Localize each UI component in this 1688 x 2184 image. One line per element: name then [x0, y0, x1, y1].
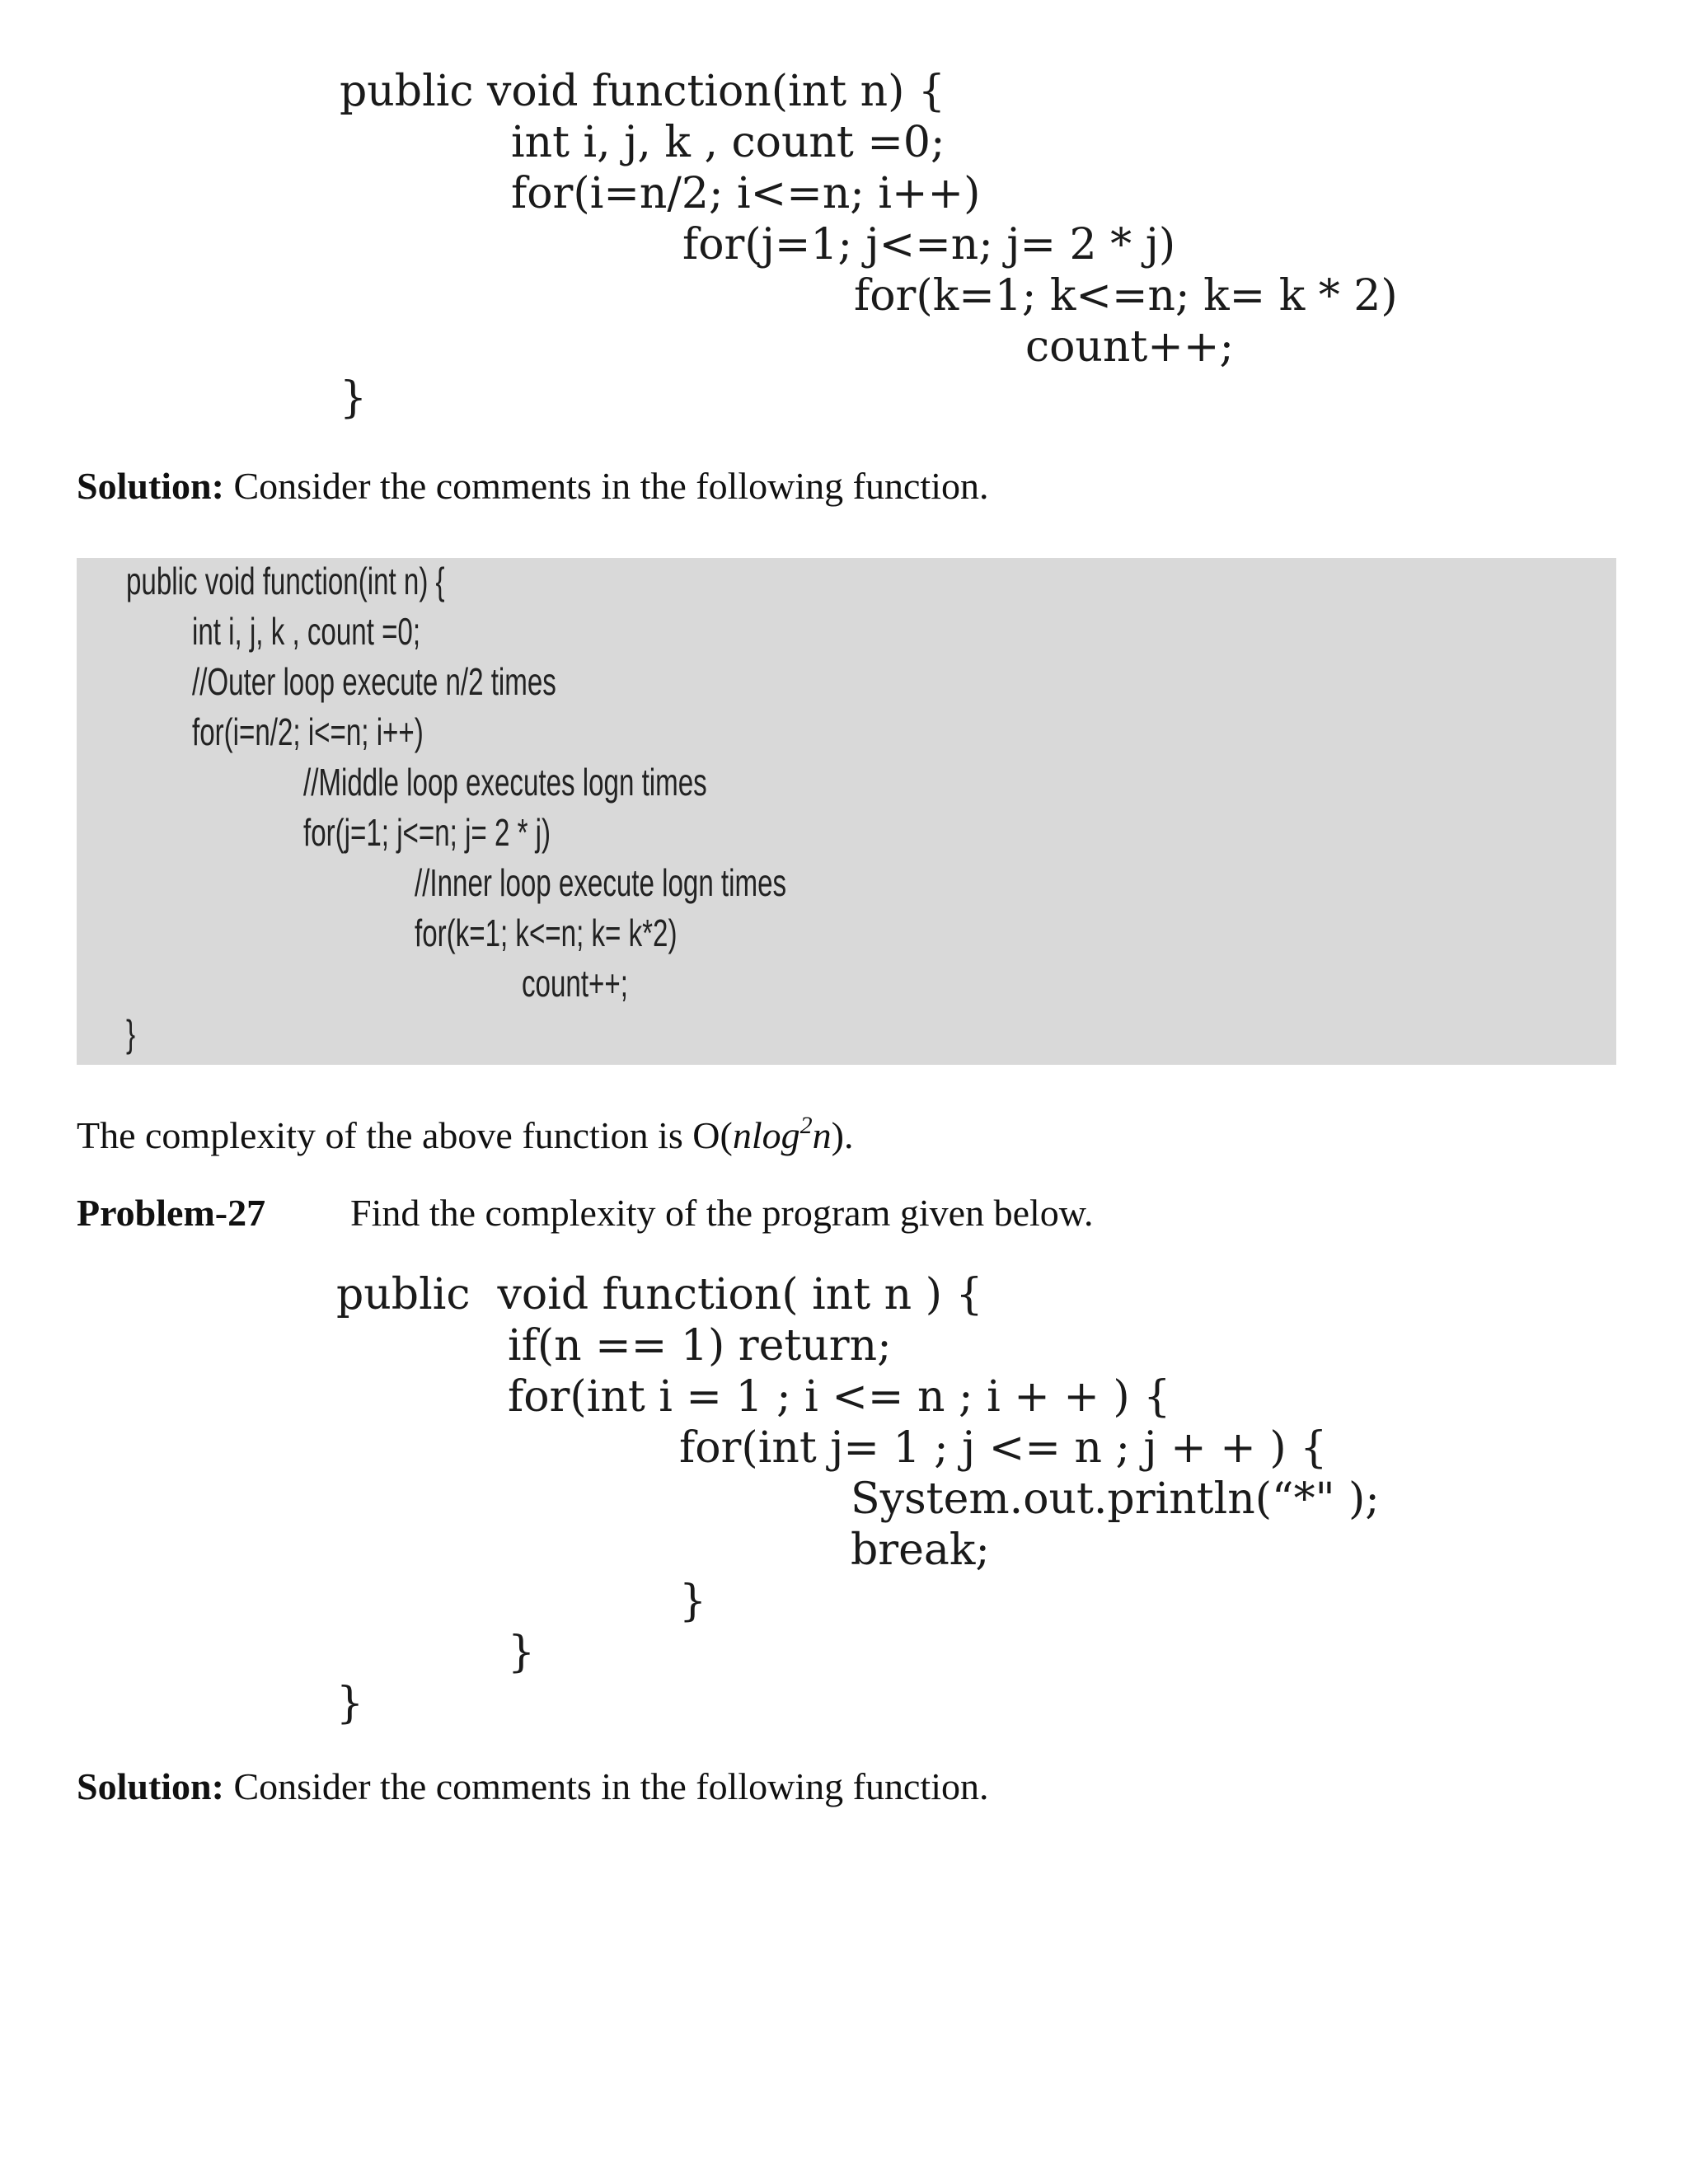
- code-line: break;: [851, 1526, 990, 1575]
- code-line: for(i=n/2; i<=n; i++): [511, 169, 981, 218]
- code-comment: //Outer loop execute n/2 times: [192, 660, 556, 703]
- solution-paragraph: [77, 463, 988, 509]
- commented-code-box: [77, 558, 1616, 1065]
- complexity-suffix: ).: [831, 1114, 854, 1156]
- code-line: for(k=1; k<=n; k= k*2): [415, 912, 678, 954]
- code-line: count++;: [1025, 322, 1234, 372]
- code-line: }: [679, 1577, 707, 1626]
- complexity-expression: nlog$^2$n: [732, 1112, 832, 1156]
- code-line: for(i=n/2; i<=n; i++): [192, 710, 424, 753]
- solution-label: Solution:: [77, 465, 224, 507]
- problem-label: Problem-27: [77, 1192, 266, 1234]
- code-line: }: [508, 1628, 536, 1677]
- complexity-statement: [77, 1113, 853, 1159]
- code-line: }: [126, 1012, 136, 1055]
- code-comment: //Inner loop execute logn times: [415, 861, 787, 904]
- problem-text: Find the complexity of the program given below.: [350, 1192, 1094, 1234]
- complexity-prefix: The complexity of the above function is O(: [77, 1114, 733, 1156]
- solution-text: Consider the comments in the following function.: [223, 1765, 989, 1807]
- code-line: count++;: [522, 962, 628, 1005]
- code-line: }: [336, 1679, 364, 1728]
- solution-paragraph: [77, 1764, 988, 1810]
- code-line: }: [340, 373, 368, 423]
- code-line: for(k=1; k<=n; k= k * 2): [854, 271, 1398, 321]
- code-line: int i, j, k , count =0;: [192, 610, 421, 653]
- code-line: for(int j= 1 ; j <= n ; j + + ) {: [679, 1423, 1328, 1473]
- code-line: public void function( int n ) {: [336, 1270, 983, 1319]
- code-line: if(n == 1) return;: [508, 1321, 892, 1371]
- code-line: int i, j, k , count =0;: [511, 118, 945, 167]
- code-line: for(int i = 1 ; i <= n ; i + + ) {: [508, 1372, 1171, 1422]
- code-line: for(j=1; j<=n; j= 2 * j): [682, 220, 1176, 269]
- code-line: public void function(int n) {: [126, 560, 445, 602]
- code-line: public void function(int n) {: [340, 67, 946, 116]
- solution-text: Consider the comments in the following function.: [223, 465, 989, 507]
- code-line: System.out.println(“*" );: [851, 1474, 1380, 1524]
- solution-label: Solution:: [77, 1765, 224, 1807]
- code-line: for(j=1; j<=n; j= 2 * j): [303, 811, 551, 854]
- code-comment: //Middle loop executes logn times: [303, 761, 707, 804]
